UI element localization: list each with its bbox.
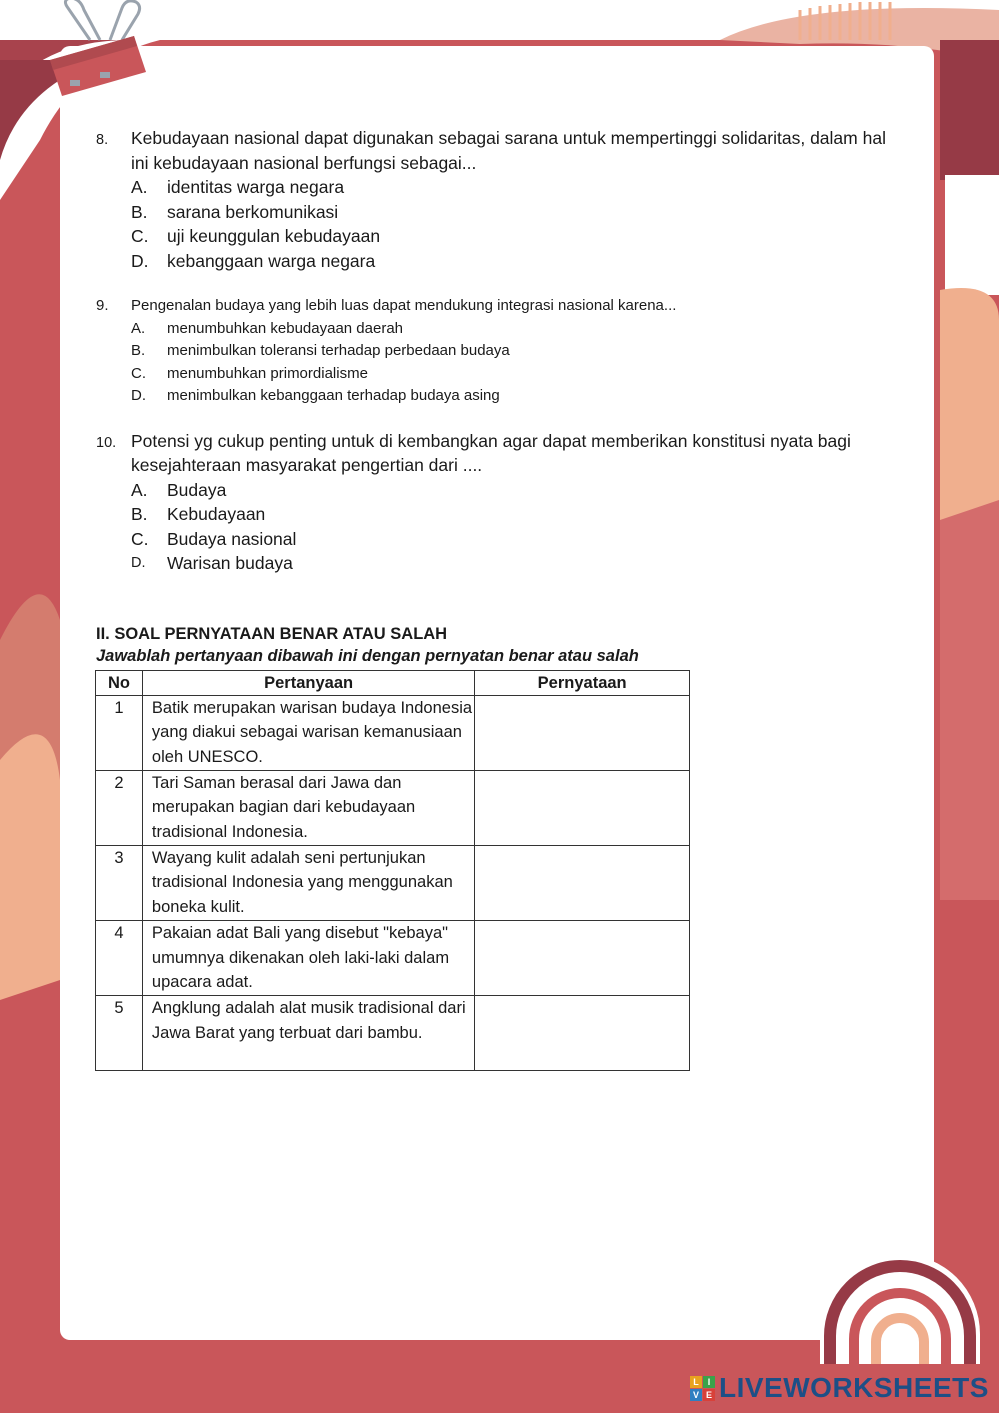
option-letter: B.	[131, 201, 148, 222]
worksheet-content	[96, 126, 896, 1071]
rainbow-icon	[810, 1244, 990, 1364]
row-number: 1	[96, 695, 143, 770]
option-letter: B.	[131, 504, 148, 524]
column-header-no: No	[96, 670, 143, 695]
option-c[interactable]	[131, 527, 896, 552]
option-letter: D.	[131, 555, 146, 571]
question-number: 10.	[96, 434, 117, 451]
question-10	[96, 429, 896, 576]
option-text: uji keunggulan kebudayaan	[167, 226, 381, 246]
table-row	[96, 770, 690, 845]
option-letter: A.	[131, 177, 148, 197]
row-statement: Batik merupakan warisan budaya Indonesia yang diakui sebagai warisan kemanusiaan oleh UNESCO.	[142, 695, 474, 770]
answer-field[interactable]	[475, 695, 690, 770]
table-row	[96, 695, 690, 770]
liveworksheets-mark-icon	[690, 1376, 715, 1401]
table-row	[96, 995, 690, 1070]
option-a[interactable]	[131, 175, 896, 200]
option-b[interactable]	[131, 340, 896, 363]
mark-letter: V	[690, 1389, 702, 1401]
option-letter: A.	[131, 319, 146, 337]
question-number: 9.	[96, 297, 109, 314]
binder-clip-icon	[40, 0, 160, 100]
option-d[interactable]	[131, 249, 896, 274]
answer-field[interactable]	[475, 920, 690, 995]
true-false-table	[95, 670, 690, 1071]
section-title: II. SOAL PERNYATAAN BENAR ATAU SALAH	[96, 624, 448, 643]
mark-letter: L	[690, 1376, 702, 1388]
question-number: 8.	[96, 132, 109, 148]
liveworksheets-logo	[690, 1372, 990, 1404]
mark-letter: I	[703, 1376, 715, 1388]
option-text: Budaya nasional	[167, 528, 297, 549]
row-number: 2	[96, 770, 143, 845]
mark-letter: E	[703, 1389, 715, 1401]
option-text: Kebudayaan	[167, 504, 266, 524]
option-text: kebanggaan warga negara	[167, 250, 376, 271]
option-letter: C.	[131, 364, 146, 382]
table-row	[96, 920, 690, 995]
row-number: 3	[96, 845, 143, 920]
section-instruction: Jawablah pertanyaan dibawah ini dengan pernyatan benar atau salah	[96, 646, 639, 665]
table-header-row	[96, 670, 690, 695]
option-letter: D.	[131, 387, 146, 404]
option-d[interactable]	[131, 551, 896, 576]
column-header-answer: Pernyataan	[475, 670, 690, 695]
row-statement: Pakaian adat Bali yang disebut "kebaya" umumnya dikenakan oleh laki-laki dalam upacara adat.	[142, 920, 474, 995]
question-text: Kebudayaan nasional dapat digunakan sebagai sarana untuk mempertinggi solidaritas, dalam hal ini kebudayaan nasional berfungsi sebagai...	[131, 128, 886, 173]
question-text: Pengenalan budaya yang lebih luas dapat mendukung integrasi nasional karena...	[131, 297, 677, 314]
option-text: Warisan budaya	[167, 553, 293, 573]
option-letter: A.	[131, 479, 148, 500]
row-statement: Tari Saman berasal dari Jawa dan merupakan bagian dari kebudayaan tradisional Indonesia.	[142, 770, 474, 845]
option-c[interactable]	[131, 224, 896, 249]
option-a[interactable]	[131, 478, 896, 503]
option-letter: D.	[131, 250, 149, 271]
table-row	[96, 845, 690, 920]
option-text: menimbulkan kebanggaan terhadap budaya asing	[167, 387, 500, 404]
option-letter: C.	[131, 226, 149, 246]
option-b[interactable]	[131, 502, 896, 527]
answer-field[interactable]	[475, 845, 690, 920]
row-number: 5	[96, 995, 143, 1070]
row-statement: Angklung adalah alat musik tradisional dari Jawa Barat yang terbuat dari bambu.	[142, 995, 474, 1070]
question-text: Potensi yg cukup penting untuk di kembangkan agar dapat memberikan konstitusi nyata bagi kesejahteraan masyarakat pengertian dari ....	[131, 430, 851, 475]
answer-field[interactable]	[475, 995, 690, 1070]
answer-field[interactable]	[475, 770, 690, 845]
option-b[interactable]	[131, 200, 896, 225]
option-text: identitas warga negara	[167, 177, 345, 197]
question-8	[96, 126, 896, 273]
column-header-question: Pertanyaan	[142, 670, 474, 695]
row-number: 4	[96, 920, 143, 995]
option-text: menimbulkan toleransi terhadap perbedaan budaya	[167, 342, 510, 359]
option-text: menumbuhkan primordialisme	[167, 364, 368, 382]
option-text: sarana berkomunikasi	[167, 201, 339, 222]
option-letter: C.	[131, 528, 149, 549]
row-statement: Wayang kulit adalah seni pertunjukan tradisional Indonesia yang menggunakan boneka kulit.	[142, 845, 474, 920]
option-a[interactable]	[131, 318, 896, 341]
option-c[interactable]	[131, 363, 896, 386]
question-9	[96, 295, 896, 408]
option-text: menumbuhkan kebudayaan daerah	[167, 319, 404, 337]
option-d[interactable]	[131, 385, 896, 408]
option-text: Budaya	[167, 479, 227, 500]
option-letter: B.	[131, 342, 146, 359]
liveworksheets-text: LIVEWORKSHEETS	[719, 1372, 989, 1403]
